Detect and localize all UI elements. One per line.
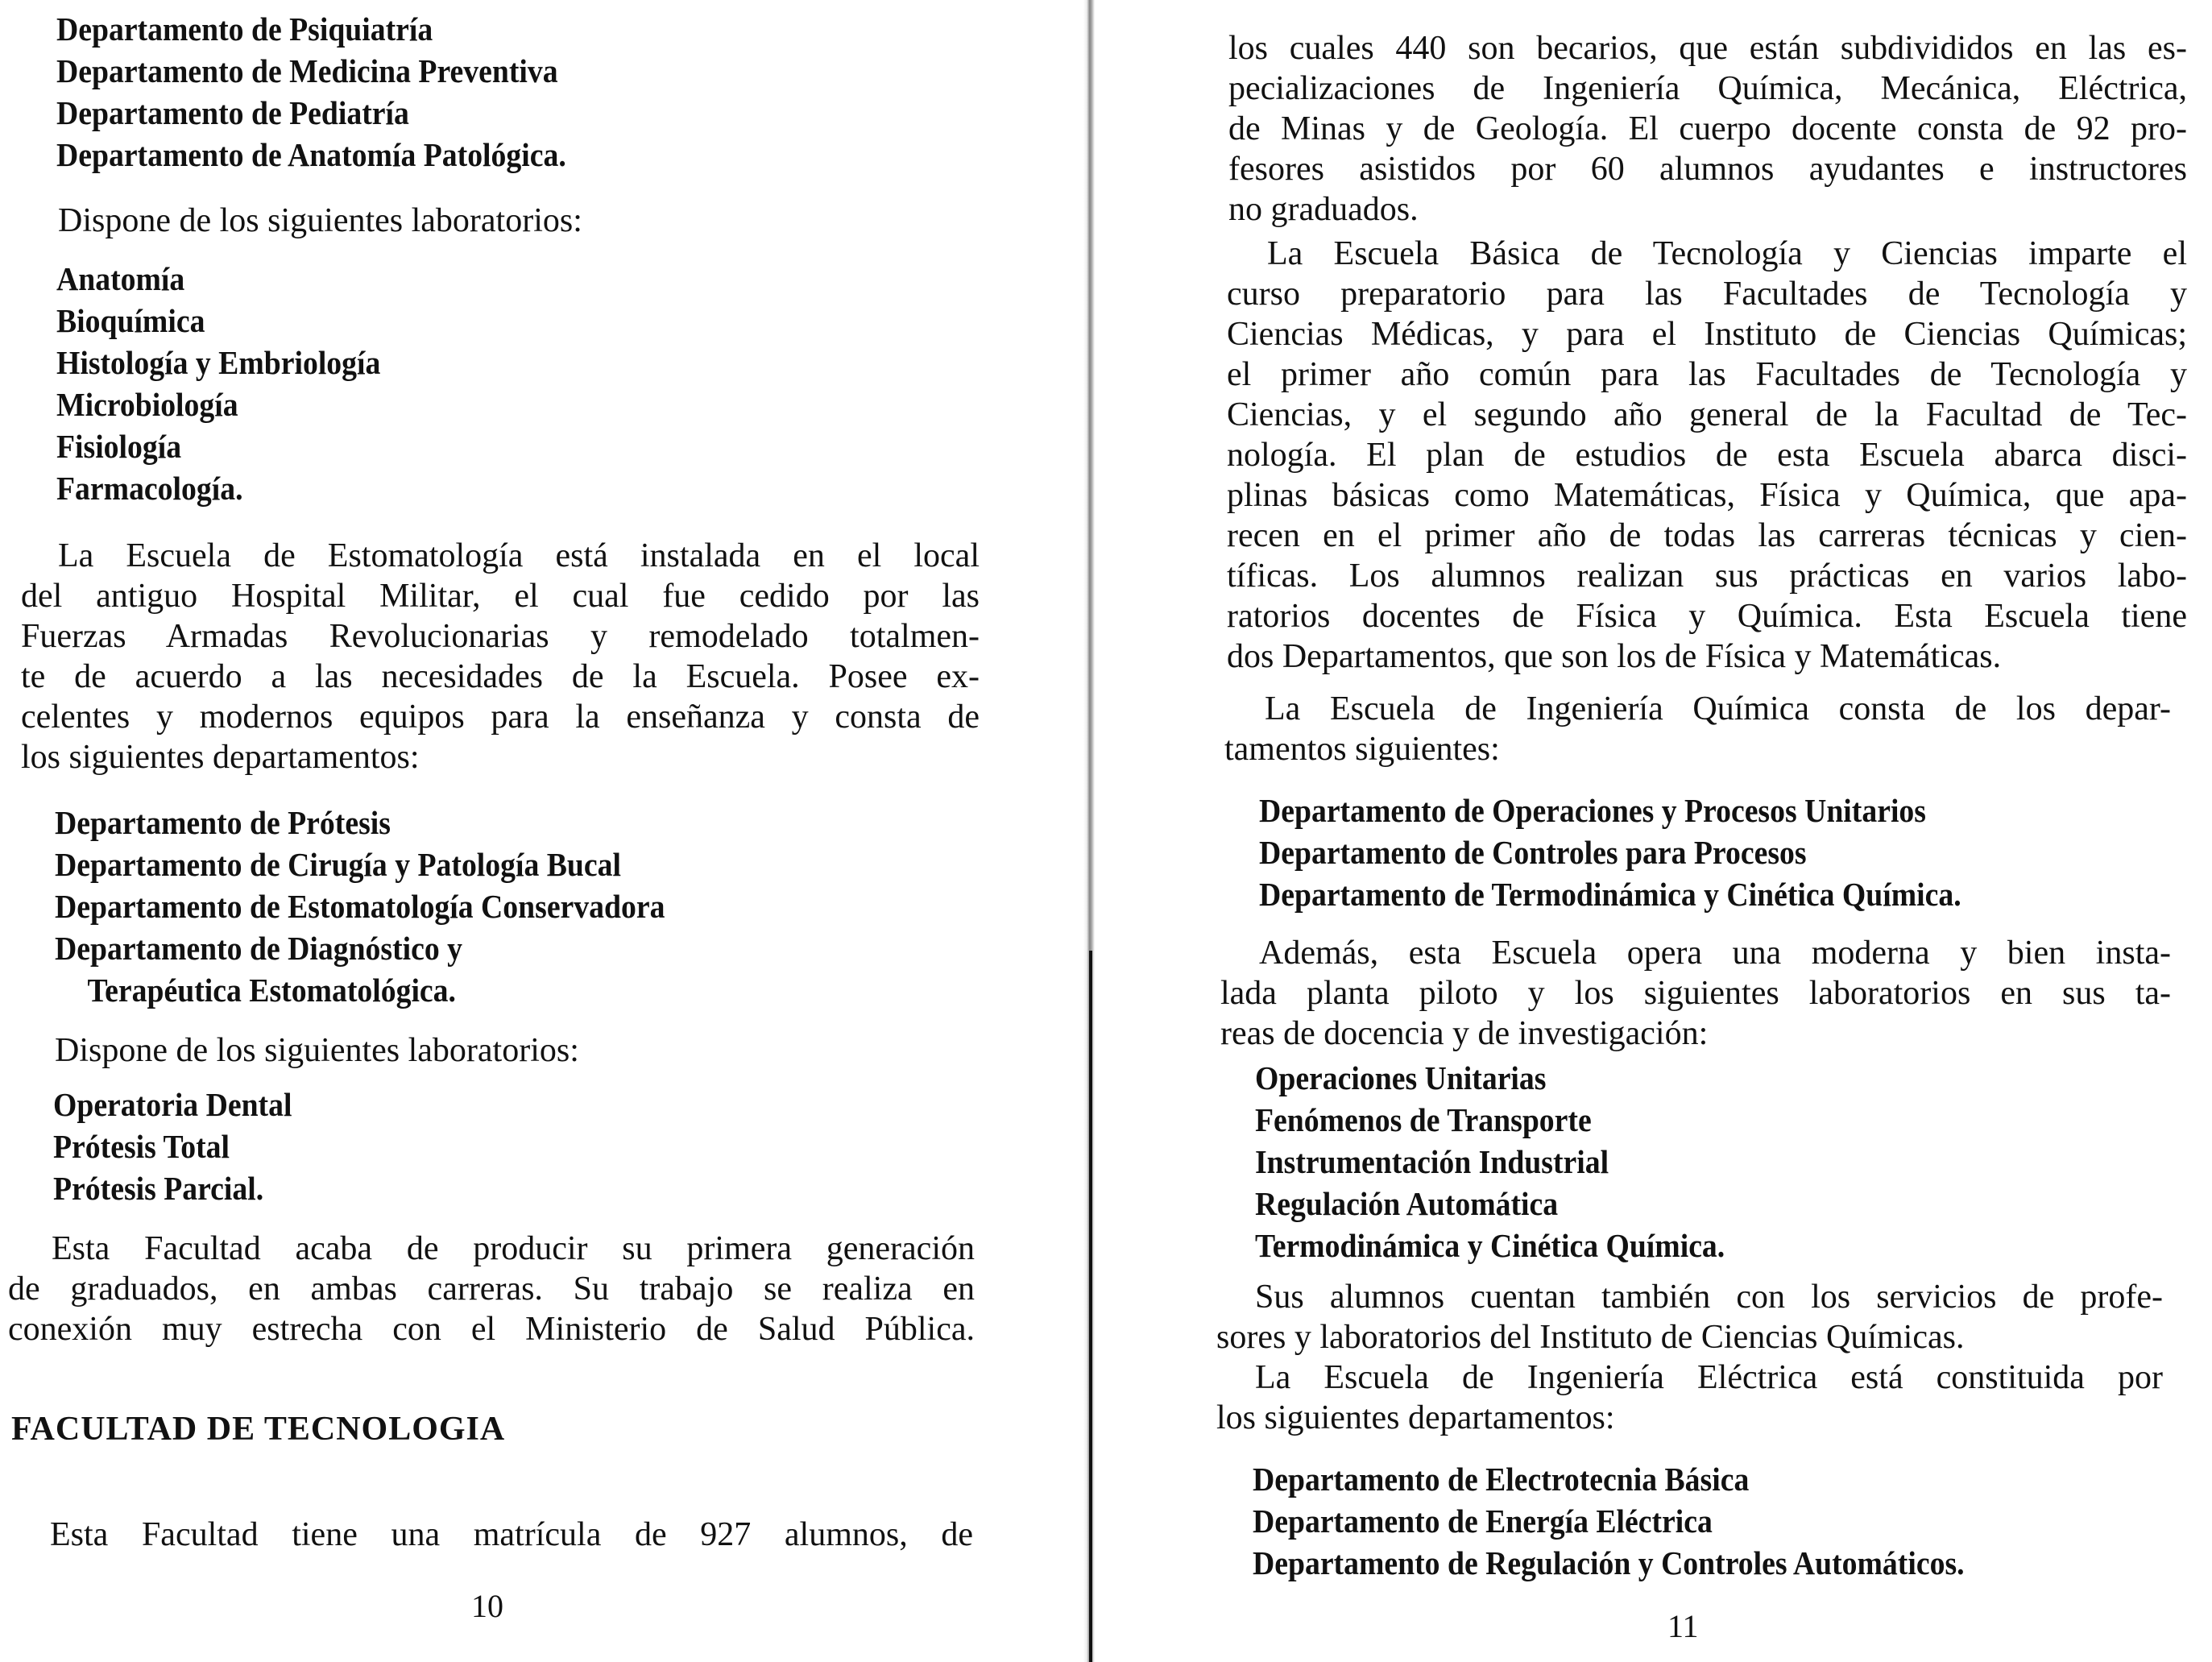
list-item: Departamento de Controles para Procesos <box>1259 834 1807 871</box>
quimica-paragraph <box>1224 689 2171 769</box>
text-line: tamentos siguientes: <box>1224 731 1500 768</box>
list-item: Operatoria Dental <box>53 1086 292 1123</box>
electrica-paragraph <box>1216 1357 2163 1438</box>
list-item: Regulación Automática <box>1255 1185 1559 1222</box>
list-item: Departamento de Operaciones y Procesos Unitarios <box>1259 792 1926 829</box>
list-item: Departamento de Termodinámica y Cinética Química. <box>1259 876 1961 913</box>
text-line: Ciencias Médicas, y para el Instituto de Ciencias Químicas; <box>1227 316 2187 353</box>
text-line: sores y laboratorios del Instituto de Ciencias Químicas. <box>1216 1319 1965 1356</box>
list-item: Microbiología <box>56 386 238 423</box>
text-line: lada planta piloto y los siguientes laboratorios en sus ta- <box>1220 975 2171 1012</box>
list-item: Prótesis Parcial. <box>53 1170 264 1207</box>
labs-intro: Dispone de los siguientes laboratorios: <box>58 202 582 239</box>
medicine-labs-list <box>56 258 990 509</box>
list-item: Terapéutica Estomatológica. <box>87 972 456 1009</box>
quimica-labs-list <box>1255 1057 2135 1266</box>
text-line: Fuerzas Armadas Revolucionarias y remodelado totalmen- <box>21 618 980 655</box>
text-line: Esta Facultad acaba de producir su primera generación <box>52 1230 975 1267</box>
list-item: Operaciones Unitarias <box>1255 1059 1547 1096</box>
list-item: Bioquímica <box>56 302 205 339</box>
list-item: Departamento de Anatomía Patológica. <box>56 136 566 173</box>
list-item: Departamento de Psiquiatría <box>56 10 433 48</box>
text-line: ratorios docentes de Física y Química. Esta Escuela tiene <box>1227 598 2187 635</box>
list-item: Histología y Embriología <box>56 344 381 381</box>
list-item: Departamento de Pediatría <box>56 94 409 131</box>
page-11 <box>1104 0 2212 1662</box>
text-line: celentes y modernos equipos para la enseñanza y consta de <box>21 698 980 736</box>
list-item: Departamento de Energía Eléctrica <box>1253 1502 1713 1540</box>
text-line: de Minas y de Geología. El cuerpo docente consta de 92 pro- <box>1228 110 2187 147</box>
list-item: Departamento de Regulación y Controles Automáticos. <box>1253 1544 1965 1581</box>
section-heading: FACULTAD DE TECNOLOGIA <box>11 1411 506 1448</box>
list-item: Departamento de Diagnóstico y <box>55 930 463 967</box>
text-line: plinas básicas como Matemáticas, Física y Química, que apa- <box>1227 477 2187 514</box>
text-line: Sus alumnos cuentan también con los servicios de profe- <box>1255 1279 2163 1316</box>
list-item: Anatomía <box>56 260 185 297</box>
text-line: Además, esta Escuela opera una moderna y bien insta- <box>1259 935 2171 972</box>
basica-paragraph <box>1227 234 2187 677</box>
text-line: nología. El plan de estudios de esta Escuela abarca disci- <box>1227 437 2187 474</box>
text-line: Esta Facultad tiene una matrícula de 927 alumnos, de <box>50 1516 973 1553</box>
text-line: el primer año común para las Facultades de Tecnología y <box>1227 356 2187 393</box>
list-item: Departamento de Estomatología Conservadora <box>55 888 665 925</box>
estomatologia-paragraph <box>21 536 980 777</box>
text-line: no graduados. <box>1228 191 1419 228</box>
quimica-departments-list <box>1259 790 2135 915</box>
medicine-departments-list <box>56 8 990 176</box>
list-item: Departamento de Prótesis <box>55 804 391 841</box>
text-line: pecializaciones de Ingeniería Química, Mecánica, Eléctrica, <box>1228 70 2187 107</box>
text-line: curso preparatorio para las Facultades de Tecnología y <box>1227 276 2187 313</box>
text-line: del antiguo Hospital Militar, el cual fue cedido por las <box>21 578 980 615</box>
list-item: Fisiología <box>56 428 182 465</box>
estomatologia-labs-list <box>53 1084 990 1209</box>
list-item: Termodinámica y Cinética Química. <box>1255 1227 1725 1264</box>
text-line: La Escuela de Ingeniería Química consta de los depar- <box>1265 690 2171 727</box>
page-number: 11 <box>1667 1608 1699 1644</box>
text-line: tíficas. Los alumnos realizan sus prácticas en varios labo- <box>1227 557 2187 595</box>
list-item: Prótesis Total <box>53 1128 230 1165</box>
text-line: los siguientes departamentos: <box>1216 1399 1615 1436</box>
text-line: La Escuela Básica de Tecnología y Ciencias imparte el <box>1267 235 2187 272</box>
servicios-paragraph <box>1216 1277 2163 1357</box>
continuation-paragraph <box>1228 28 2187 230</box>
list-item: Farmacología. <box>56 470 243 507</box>
text-line: dos Departamentos, que son los de Física y Matemáticas. <box>1227 638 2002 675</box>
text-line: los siguientes departamentos: <box>21 739 420 776</box>
labs-intro-2: Dispone de los siguientes laboratorios: <box>55 1032 579 1069</box>
text-line: La Escuela de Ingeniería Eléctrica está constituida por <box>1255 1359 2163 1396</box>
list-item: Departamento de Medicina Preventiva <box>56 52 558 89</box>
text-line: recen en el primer año de todas las carreras técnicas y cien- <box>1227 517 2187 554</box>
text-line: conexión muy estrecha con el Ministerio de Salud Pública. <box>8 1311 975 1348</box>
list-item: Instrumentación Industrial <box>1255 1143 1609 1180</box>
facultad-paragraph <box>8 1229 975 1349</box>
text-line: los cuales 440 son becarios, que están subdivididos en las es- <box>1228 30 2187 67</box>
list-item: Departamento de Cirugía y Patología Bucal <box>55 846 622 883</box>
list-item: Fenómenos de Transporte <box>1255 1101 1592 1138</box>
page-number: 10 <box>471 1588 503 1624</box>
gutter-shadow <box>1089 951 1092 1662</box>
page-10 <box>0 0 1071 1662</box>
text-line: fesores asistidos por 60 alumnos ayudantes e instructores <box>1228 151 2187 188</box>
text-line: Ciencias, y el segundo año general de la Facultad de Tec- <box>1227 396 2187 433</box>
tecnologia-intro <box>50 1515 973 1555</box>
text-line: reas de docencia y de investigación: <box>1220 1015 1709 1052</box>
electrica-departments-list <box>1253 1458 2135 1584</box>
text-line: La Escuela de Estomatología está instalada en el local <box>58 537 980 574</box>
estomatologia-departments-list <box>55 802 990 1011</box>
list-item: Departamento de Electrotecnia Básica <box>1253 1461 1750 1498</box>
text-line: te de acuerdo a las necesidades de la Escuela. Posee ex- <box>21 658 980 695</box>
text-line: de graduados, en ambas carreras. Su trabajo se realiza en <box>8 1270 975 1308</box>
ademas-paragraph <box>1220 933 2171 1054</box>
